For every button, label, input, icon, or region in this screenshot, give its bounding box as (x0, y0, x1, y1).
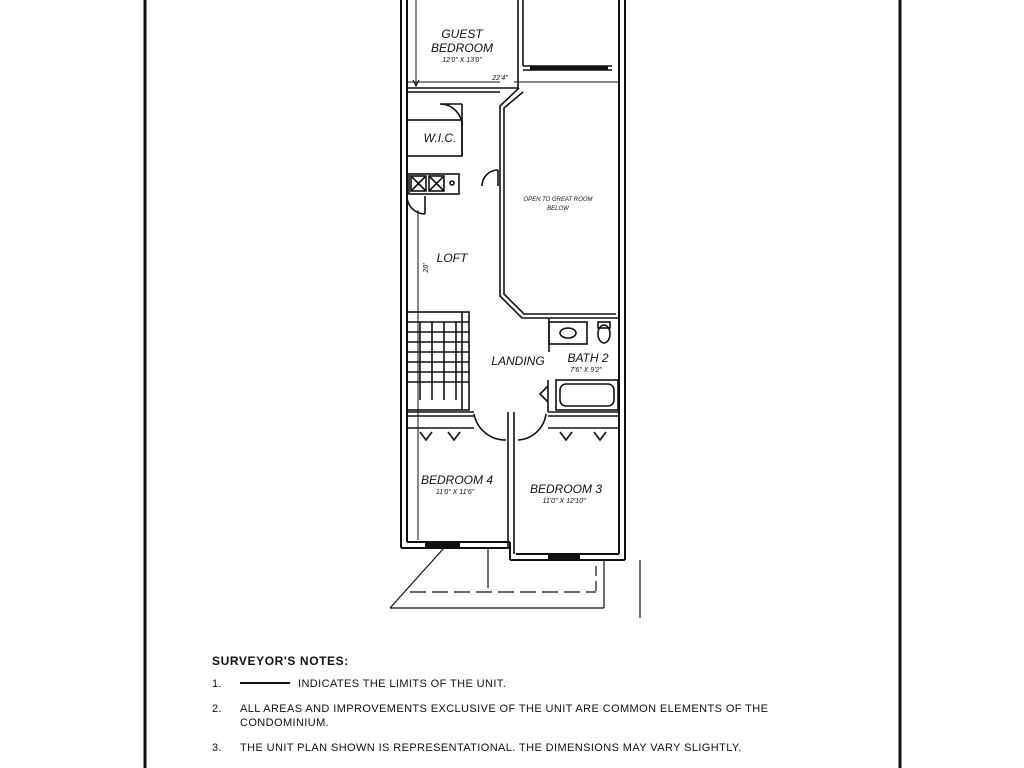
bedroom3-label: BEDROOM 3 (529, 482, 603, 496)
note-text: INDICATES THE LIMITS OF THE UNIT. (298, 678, 507, 690)
sheet-border (145, 0, 900, 768)
dimension-lines (407, 0, 618, 540)
surveyors-notes (212, 654, 852, 766)
overall-width-dim: 22'4" (492, 75, 508, 82)
interior-walls (407, 0, 618, 554)
guest-bedroom-dims: 12'0" X 13'0" (442, 57, 482, 64)
notes-heading: SURVEYOR'S NOTES: (212, 654, 349, 668)
balcony-outline (390, 548, 640, 618)
note-number: 1. (212, 678, 222, 690)
guest-bedroom-label-line2: BEDROOM (430, 41, 494, 55)
open-to-great-room-label: OPEN TO GREAT ROOM (523, 197, 593, 203)
note-text: ALL AREAS AND IMPROVEMENTS EXCLUSIVE OF THE UNIT ARE COMMON ELEMENTS OF THE CONDOMINIUM. (240, 703, 769, 729)
bath2-dims: 7'6" X 9'2" (570, 367, 602, 374)
note-text: THE UNIT PLAN SHOWN IS REPRESENTATIONAL. THE DIMENSIONS MAY VARY SLIGHTLY. (240, 742, 742, 754)
bedroom3-dims: 11'0" X 12'10" (542, 498, 586, 505)
bedroom4-dims: 11'0" X 11'6" (435, 489, 475, 496)
loft-label: LOFT (436, 251, 468, 265)
bedroom4-label: BEDROOM 4 (420, 473, 494, 487)
landing-label: LANDING (491, 354, 545, 368)
open-to-great-room-label-line2: BELOW (547, 206, 569, 212)
note-number: 2. (212, 703, 222, 715)
loft-dim: 20' (423, 263, 430, 273)
note-item (212, 677, 852, 691)
note-item (212, 741, 852, 755)
bath2-label: BATH 2 (567, 351, 609, 365)
unit-limit-legend-line (240, 682, 290, 684)
note-number: 3. (212, 742, 222, 754)
wic-label: W.I.C. (423, 131, 457, 145)
guest-bedroom-label: GUEST (441, 27, 483, 41)
note-item (212, 702, 852, 730)
